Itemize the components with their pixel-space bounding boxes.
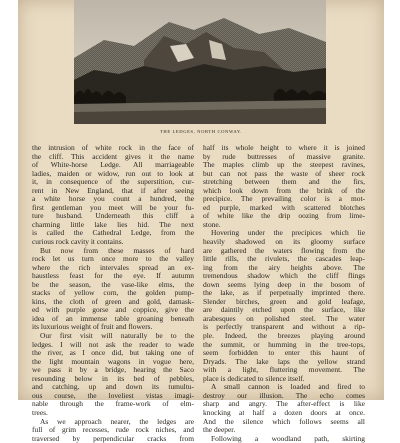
- text-line: place is dedicated to silence itself.: [203, 373, 305, 383]
- text-line: rent in New England, that if after seeing: [32, 185, 194, 195]
- text-line: rock let us turn once more to the valley: [32, 254, 194, 264]
- text-line: the summit, or humming in the tree-tops,: [203, 339, 365, 349]
- text-line: a white horse you count a hundred, the: [32, 194, 194, 204]
- text-line: kins, the cloth of green and gold, damask-: [32, 296, 194, 306]
- text-line: tremendous shadow which the cliff flings: [203, 271, 365, 281]
- text-line: it, in consequence of the superstition, cur-: [32, 177, 194, 187]
- text-line: curious rock cavity it contains.: [32, 237, 124, 247]
- text-line: with a light, fluttering movement. The: [203, 365, 365, 375]
- text-line: Hovering under the precipices which lie: [211, 228, 365, 238]
- text-line: by rude buttresses of massive granite.: [203, 151, 365, 161]
- text-line: heavily shadowed on its gloomy surface: [203, 237, 365, 247]
- text-line: And the silence which follows seems all: [203, 416, 365, 426]
- text-line: arabesques on polished steel. The water: [203, 313, 365, 323]
- illustration-caption: THE LEDGES, NORTH CONWAY.: [160, 129, 242, 134]
- text-line: A small cannon is loaded and fired to: [211, 382, 365, 392]
- text-line: stone.: [203, 219, 221, 229]
- text-line: where the rich intervales spread an ex-: [32, 262, 194, 272]
- text-line: trees.: [32, 407, 48, 417]
- text-line: of White-horse Ledge. All marriageable: [32, 160, 194, 170]
- text-line: destroy our illusion. The echo comes: [203, 390, 365, 400]
- text-line: charming little lake lies hid. The next: [32, 219, 194, 229]
- text-line: first gentleman you meet will be your fu-: [32, 202, 194, 212]
- text-line: ous course, the loveliest vistas imagi-: [32, 390, 194, 400]
- text-line: the deeper.: [203, 425, 236, 435]
- text-line: ture husband. Underneath this cliff a: [32, 211, 194, 221]
- text-line: ed with purple gorse and coppice, give the: [32, 305, 194, 315]
- text-line: is perfectly transparent and without a rip-: [203, 322, 365, 332]
- text-line: the light mountain wagons in vogue here,: [32, 356, 194, 366]
- text-line: resounding below in its bed of pebbles,: [32, 373, 194, 383]
- text-line: Dryads. The lake laps the yellow strand: [203, 356, 365, 366]
- text-line: down seems lying deep in the bosom of: [203, 279, 365, 289]
- text-line: knocking at half a dozen doors at once.: [203, 407, 365, 417]
- text-line: Our first visit will naturally be to the: [40, 331, 194, 341]
- right-text-column: [203, 144, 365, 443]
- text-line: sharp and angry. The after-effect is like: [203, 399, 365, 409]
- text-line: are daintily etched upon the surface, like: [203, 305, 365, 315]
- text-line: haustless feast for the eye. If autumn: [32, 271, 194, 281]
- text-line: are gathered the waters flowing from the: [203, 245, 365, 255]
- text-line: be the season, the vase-like elms, the: [32, 279, 194, 289]
- text-line: Slender birches, green and gold leafage,: [203, 296, 365, 306]
- text-line: ing from the airy heights above. The: [203, 262, 365, 272]
- text-line: and catching, up and down its tumultu-: [32, 382, 194, 392]
- engraving-illustration: [74, 0, 326, 124]
- text-line: of white like the drip oozing from lime-: [203, 211, 365, 221]
- text-line: ed purple, marked with scattered blotches: [203, 202, 365, 212]
- text-line: stacks of yellow corn, the golden pump-: [32, 288, 194, 298]
- text-line: stretching between them and the firs,: [203, 177, 365, 187]
- text-line: ledges. I will not ask the reader to wade: [32, 339, 194, 349]
- text-line: we pass it by a bridge, hearing the Saco: [32, 365, 194, 375]
- left-text-column: [32, 144, 194, 443]
- text-line: little rills, the rivulets, the cascades leap-: [203, 254, 365, 264]
- text-line: the lake, as if perpetually imprinted there.: [203, 288, 365, 298]
- text-line: ple. Indeed, the breezes playing around: [203, 331, 365, 341]
- text-line: its luxurious weight of fruit and flowers.: [32, 322, 153, 332]
- text-line: seem forbidden to enter this haunt of: [203, 348, 365, 358]
- text-line: ladies, maiden or widow, run out to look at: [32, 168, 194, 178]
- text-line: As we approach nearer, the ledges are: [40, 416, 194, 426]
- book-page: [18, 0, 384, 443]
- text-line: The maples climb up the steepest ravines,: [203, 160, 365, 170]
- text-line: Following a woodland path, skirting: [211, 433, 365, 443]
- text-line: traversed by perpendicular cracks from: [32, 433, 194, 443]
- text-line: the cliff. This accident gives it the name: [32, 151, 194, 161]
- text-line: but can not pass the waste of sheer rock: [203, 168, 365, 178]
- text-line: But now from these masses of hard: [40, 245, 194, 255]
- text-line: nable through the frame-work of elm-: [32, 399, 194, 409]
- text-line: which look down from the brink of the: [203, 185, 365, 195]
- text-line: the river, as I once did, but taking one of: [32, 348, 194, 358]
- text-line: the intrusion of white rock in the face of: [32, 143, 194, 152]
- text-line: is called the Cathedral Ledge, from the: [32, 228, 194, 238]
- text-line: precipice. The prevailing color is a mot-: [203, 194, 365, 204]
- text-line: idea of an immense table groaning beneath: [32, 313, 194, 323]
- text-line: full of grim recesses, rude rock niches, and: [32, 425, 194, 435]
- landscape-engraving: [74, 0, 326, 124]
- text-line: half its whole height to where it is joined: [203, 143, 365, 152]
